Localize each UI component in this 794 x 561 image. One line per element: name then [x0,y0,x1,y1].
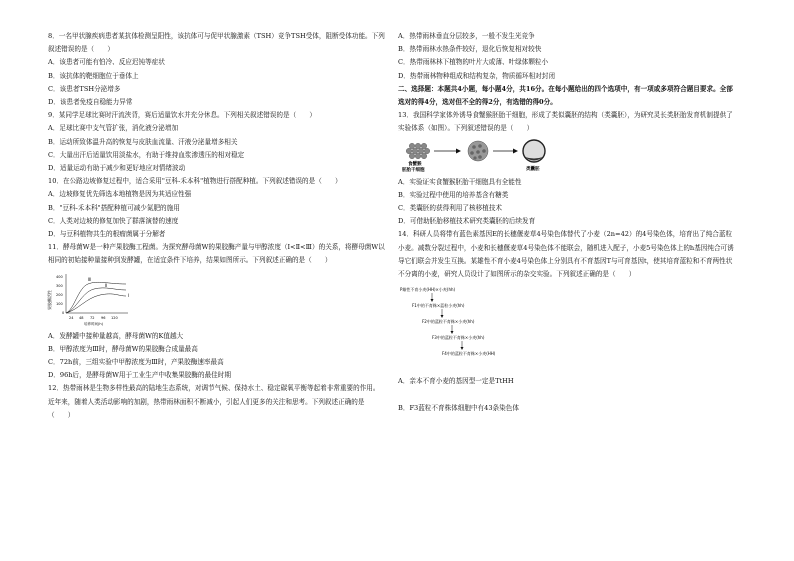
q14-f4-line: F4中的蓝粒不育株×小麦(HH) [442,351,496,357]
q11-stem: 11．酵母菌W是一种产果胶酶工程菌。为探究酵母菌W的果胶酶产量与甲醇浓度（Ⅰ<Ⅱ<Ⅲ）的关系，将酵母菌W以相同的初始接种量接种到发酵罐，在适宜条件下培养，结果如图所示。下列叙述正确的是（ ） [48,243,385,265]
q14-arrow-3-head [451,331,454,334]
q13-label-stemcell: 胚胎干细胞 [402,167,425,173]
stem-cell-dots [406,143,430,159]
q10-option-b: B．"豆科-禾本科"搭配种植可减少氮肥的施用 [48,203,180,212]
q10-option-a: A．边坡修复优先筛选本地植物是因为其适应性强 [48,190,192,199]
arrow-1-head [456,148,461,153]
q9-option-a: A．足球比赛中支气管扩张，消化液分泌增加 [48,124,179,133]
section-2-heading: 二、选择题：本题共4小题，每小题4分，共16分。在每小题给出的四个选项中，有一项或多项符合题目要求。全部选对的得4分，选对但不全的得2分，有选错的得0分。 [398,84,733,107]
q12-option-a: A．热带雨林垂直分层较多，一般不发生光竞争 [398,32,535,40]
q11-chart [48,270,158,328]
q14-arrow-4-head [461,347,464,350]
q14-p-line: P雄性不育小麦(HH)×小麦(hh) [400,287,456,293]
q13-option-c: C．类囊胚的获得利用了核移植技术 [398,204,502,213]
q14-f3-line: F3中的蓝粒不育株×小麦(hh) [432,335,485,341]
q14-arrow-1-head [431,299,434,302]
q11-ytick-100: 100 [56,301,63,306]
q12-option-d: D．热带雨林物种组成和结构复杂，物质循环相对封闭 [398,71,555,80]
q8-option-c: C．该患者TSH分泌增多 [48,84,121,93]
q13-label-monkey: 食蟹猴 [408,161,422,167]
q12-stem: 12．热带雨林是生物多样性最高的陆地生态系统，对调节气候、保持水土、稳定碳氧平衡等起着非常重要的作用。近年来，随着人类活动影响的加剧，热带雨林面积不断减小，引起人们更多的关注和思考。下列叙述正确的是（ ） [48,384,380,419]
q10-option-c: C．人类对边坡的修复加快了群落演替的速度 [48,216,179,225]
q11-ytick-0: 0 [62,310,65,315]
q11-series-2: Ⅱ [105,282,107,288]
q11-ytick-200: 200 [56,292,63,297]
q14-arrow-2-head [441,315,444,318]
q10-option-d: D．与豆科植物共生的根瘤菌属于分解者 [48,230,166,239]
q10-stem: 10．在公路边坡修复过程中，适合采用"豆科-禾本科"植物进行搭配种植。下列叙述错误的是（ ） [48,177,342,186]
q9-option-d: D．适量运动有助于减少和更好地应对情绪波动 [48,164,186,173]
q11-xtick-72: 72 [90,315,95,320]
q11-ytick-300: 300 [56,283,63,288]
q14-f1-line: F1中的不育株×蓝粒小麦(hh) [412,303,465,309]
q9-option-b: B．运动所致体温升高的恢复与皮肤血流量、汗液分泌量增多相关 [48,137,238,146]
q13-stem: 13．我国科学家体外诱导食蟹猴胚胎干细胞，形成了类似囊胚的结构（类囊胚），为研究灵长类胚胎发育机制提供了实验体系（如图）。下列叙述错误的是（ ） [398,111,733,133]
q11-option-c: C．72h前，三组实验中甲醇浓度为Ⅲ时，产果胶酶速率最高 [48,358,224,367]
q14-figure [398,283,736,369]
q11-xlabel: 培养时间(h) [84,321,103,326]
arrow-2-head [513,148,518,153]
q12-option-c: C．热带雨林林下植物的叶片大或薄、叶绿体颗粒小 [398,58,549,67]
q14-option-a: A．亲本不育小麦的基因型一定是TtHH [398,377,514,386]
q11-ytick-400: 400 [56,274,63,279]
q14-f2-line: F2中的蓝粒不育株×小麦(hh) [422,319,475,325]
q8-option-d: D．该患者免疫自稳能力异常 [48,98,133,107]
q11-xtick-120: 120 [111,315,118,320]
q13-figure [398,138,736,174]
q13-diagram [398,138,578,174]
q13-option-b: B．实验过程中使用的培养基含有糖类 [398,190,509,199]
right-column [398,30,736,416]
q13-option-d: D．可借助胚胎移植技术研究类囊胚的后续发育 [398,217,536,226]
q11-option-a: A．发酵罐中接种量越高，酵母菌W的K值越大 [48,331,184,340]
q14-stem: 14．科研人员将带有蓝色素基因E的长穗偃麦草4号染色体替代了小麦（2n=42）的4号染色体，培育出了纯合蓝粒小麦。减数分裂过程中，小麦和长穗偃麦草4号染色体不能联会，随机进入配子，小麦5号染色体上的h基因纯合可诱导它们联会并发生互换。某雄性不育小麦4号染色体上分别具有不育基因T与可育基因t，使其培育蓝粒和不育两性状不分离的小麦，研究人员设计了如图所示的杂交实验。下列叙述正确的是（ ） [398,230,734,279]
q11-series-3: Ⅲ [88,276,91,282]
q8-stem: 8．一名甲状腺疾病患者某抗体检测呈阳性，该抗体可与促甲状腺激素（TSH）竞争TSH受体，阻断受体功能。下列叙述错误的是（ ） [48,32,385,54]
q12-option-b: B．热带雨林水热条件较好，退化后恢复相对较快 [398,45,542,54]
q8-option-a: A．该患者可能有怕冷、反应迟钝等症状 [48,58,165,67]
q13-label-blastoid: 类囊胚 [526,166,540,172]
q14-cross-diagram [398,283,548,369]
q11-ylabel: 果胶酶活性 [47,289,52,310]
q11-figure [48,270,386,328]
q11-curve-1 [66,294,126,313]
q14-option-b: B．F3蓝粒不育株体细胞中有43条染色体 [398,404,519,413]
q11-xtick-96: 96 [101,315,106,320]
q11-curve-2 [66,288,126,313]
q11-option-d: D．96h后，是酵母菌W用于工业生产中收集果胶酶的最佳时期 [48,371,231,380]
q11-xtick-48: 48 [79,315,84,320]
q11-option-b: B．甲醇浓度为Ⅲ时，酵母菌W的果胶酶合成量最高 [48,344,198,353]
q11-curve-3 [66,282,126,313]
left-column [48,30,386,422]
q13-option-a: A．实验证实食蟹猴胚胎干细胞具有全能性 [398,177,522,186]
q9-option-c: C．大量出汗后适量饮用淡盐水，有助于维持血浆渗透压的相对稳定 [48,150,245,159]
q8-option-b: B．该抗体的靶细胞位于垂体上 [48,71,139,80]
q11-series-1: Ⅰ [128,292,130,298]
q9-stem: 9．某同学足球比赛时汗流浃背，赛后适量饮水并充分休息。下列相关叙述错误的是（ ） [48,111,316,120]
q11-xtick-24: 24 [69,315,74,320]
